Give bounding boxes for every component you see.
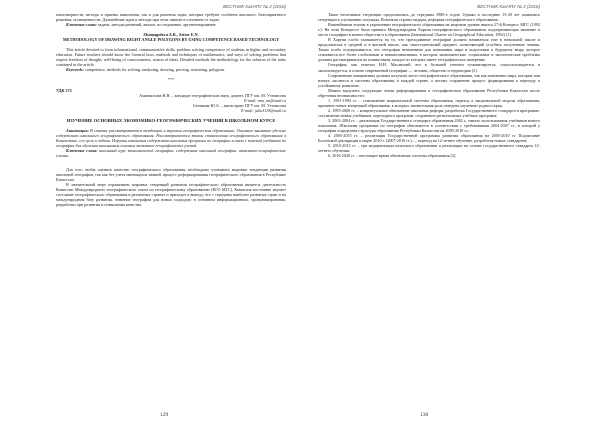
- paragraph-r1: Такие негативные тенденции продолжались до середины 1980-х годов. Однако в последние 15-20 лет появились тенденции к улучшению ситуации. Возникли страны-лидеры, реформы географического образования.: [318, 12, 540, 23]
- paragraph-r5: Современные инициативы должны получить место географического образования, так как изменение мира, которые они влекут, касаются и системы образования, в каждой стране, а потому сохранение процесс формирования к переходу к устойчивому развитию.: [318, 72, 540, 88]
- list-item: 3. 2001-2004 гг. – реализация Государственного стандарта образования 2002 г., начало использования учебников нового поколения. Школьная программа по географии обновляется в соответствии с требованиями 2004-2007 гг., в которой у географии определена структура образования Республики Казахстан на 2005-2010 гг.;: [318, 117, 540, 134]
- right-page-body: [318, 12, 540, 398]
- author-2: Сеникова Ю.А. – магистрант ПГУ им. М. Утемисова: [192, 102, 286, 108]
- right-page: [300, 0, 600, 424]
- list-item: 4. 2005-2015 гг. – реализация Государственной программы развития образования на 2005-2010 гг. Подписание Болонской декларации в марте 2010 г. (2007-2010 гг.) — переход на 12-летнее обучение, разработка новых стандартов;: [318, 133, 540, 144]
- keywords-2: Ключевые слова: школьный курс экономической географии, содержание школьной географии, экономико-географические учения.: [56, 147, 286, 159]
- list-item: 2. 1995-2000 гг. – концептуальное обновление школьных реформ, разработка Государственного стандарта в программе, составление новых учебников, переходного программ, сохранение региональных учебных программ;: [318, 107, 540, 118]
- page-number: 130: [420, 412, 429, 418]
- keywords-ru: Ключевые слова: задачи, методы решений, анализ, исследование, аргументирование.: [66, 22, 217, 28]
- author-1: Аманжолова Н.Н. – кандидат географических наук, доцент, ПГУ им. М. Утемисова: [139, 92, 286, 98]
- en-authors: Zhumagulova A.K., Seitov E.N.: [143, 32, 199, 38]
- section-stars: ***: [167, 77, 175, 83]
- paragraph-r6: Можно выделить следующие этапы реформирования в географическом образовании Республики Казахстан после обретения независимости:: [318, 87, 540, 98]
- left-page-body: [56, 12, 286, 398]
- author-2-email: E-mail: julia1119@mail.ru: [241, 107, 286, 113]
- author-block: [56, 93, 286, 113]
- paragraph-r3: В Хартии особо указывается на то, что преподавание географии должно начинаться уже в начальной школе и продолжаться в средней и в высшей школе, как самостоятельный предмет, позволяющий углубить полученные знания. Также особо подчеркивается, что география незаменима для понимания мира и подготовки к будущему миру, которое становится все более глобальным и взаимозависимым, в котором экономические, социальные и экологические проблемы должны рассматриваться во взаимосвязи, каждое из которых имеет географическое измерение.: [318, 37, 540, 63]
- annotation: Аннотация: В статье рассматриваются тенденции в мировом географическом образовании. Основное внимание уделено содержанию школьного географического образования. Рассматриваются этапы становления географического образования в Казахстане, его цели и задачи. Изучены изменения содержания школьных программ по географии в связи с заменой учебников по географии для обучения школьников основам экономико-географических учений.: [56, 127, 286, 148]
- paragraph-r2: Важнейшими этапом в укреплении географического образования на мировом уровне явился 27-й Конгресс МГС (1992 г.). На этом Конгрессе была принята Международная Хартия географического образования, подчеркивающая значение и место географии в жизни общества и в образовании (International Charter on Geographical Education, 1992) [1].: [318, 22, 540, 38]
- page-number: 129: [160, 412, 169, 418]
- author-1-email: E-mail: tnm_nn@mail.ru: [244, 97, 286, 103]
- en-abstract: This article devoted to form informational, communicative skills, problem solving competence of students in higher and secondary education. Future teachers should know the General laws, methods and techniques of mathematics, and ways of solving problems that require freedom of thought, well-being of consciousness, reason of ideas. Detailed methods the methodology for the solution of the tasks contained in the article.: [56, 47, 286, 68]
- udk-code: УДК 372: [56, 87, 72, 93]
- running-header: ВЕСТНИК КазНПУ № 2 (2016): [477, 4, 540, 9]
- paragraph-1: Для того чтобы оценить качество географического образования, необходимо учитывать мировые тенденции развития школьной географии, так как без учета имеющихся знаний, процесс реформирования географического образования в Республике Казахстан.: [56, 167, 286, 183]
- list-item: 6. 2016-2020 гг. – настоящее время обновление системы образования [2].: [328, 153, 457, 159]
- running-header: ВЕСТНИК КазНПУ № 2 (2016): [223, 4, 286, 9]
- intro-paragraph: многомерности, методы и приемы мышления, так и для решения задач, которые требуют особенно высокого, благоприятного решения, полноценности. Дальнейшие идеи и методы при этом зависят в основном от задач.: [56, 12, 286, 23]
- paragraph-r4: География, как отмечал Н.Н. Масанский, все в большей степени гуманизируется, социологизируется и экологизируется, в основе современной географии — человек, общество и территория [2].: [318, 62, 540, 73]
- en-article-title: METHODOLOGY OF DRAWING RIGHT ANGLE POLYGONS BY USING COMPETENCE BASED TECHNOLOGY: [62, 37, 280, 43]
- en-keywords: Keywords: competence, methods for solving, analyzing, drawing, proving, reasoning, polygons.: [66, 67, 226, 73]
- list-item: 5. 2010-2015 гг. – три модернизации казахского образования и реализации на основе государственного стандарта 12-летнего обучения;: [318, 143, 540, 154]
- list-item: 1. 1991-1994 гг. – становление национальной системы образования, переход к национальной модели образования, принятие новых концепций образования, в которых значительная роль отведена изучению родного края;: [318, 97, 540, 108]
- ru-article-title: ИЗУЧЕНИЕ ОСНОВНЫХ ЭКОНОМИКО-ГЕОГРАФИЧЕСКИХ УЧЕНИЙ В ШКОЛЬНОМ КУРСЕ: [66, 117, 276, 123]
- paragraph-2: В значительной мере отражением мировых тенденций развития географического образования является деятельность Комиссии Международного географического союза по географическому образованию (КГО МГС). Комиссия постоянно изучает состояние географического образования в различных странах и приходит к выводу, что с середины наиболее развитых стран и на международном базу развития, значение географии для новых подходов: в основном информационных, программирования, разработки при развитии и повышения качества.: [56, 182, 286, 208]
